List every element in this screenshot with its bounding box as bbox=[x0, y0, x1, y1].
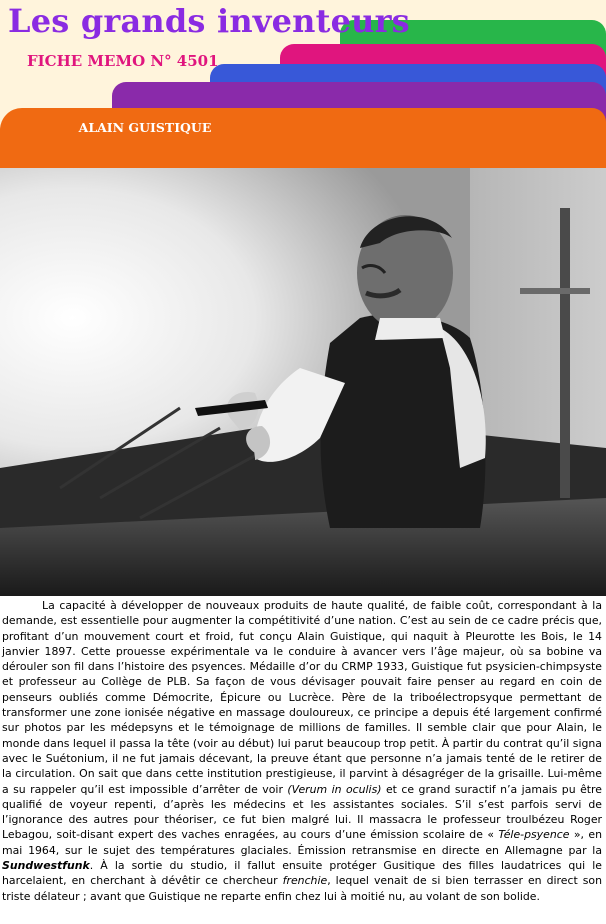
inventor-photo bbox=[0, 168, 606, 596]
article-foreign-word: frenchie bbox=[282, 874, 328, 888]
photo-illustration bbox=[0, 168, 606, 596]
article-text-1: La capacité à développer de nouveaux produits de haute qualité, de faible coût, correspondant à la demande, est essentielle pour augmenter la compétitivité d’une nation. C’est au sein de ce cadre précis que, profitant d’un mouvement court et froid, fut conçu Alain Guistique, qui naquit à Pleurotte les Bois, le 14 janvier 1897. Cette prouesse expérimentale va le conduire à avancer vers l’âge majeur, où sa bobine va dérouler son fil dans l’histoire des psyences. Médaille d’or du CRMP 1933, Guistique fut psysicien-chimpsyste et professeur au Collège de PLB. Sa façon de vous dévisager pouvait faire penser au regard en coin de penseurs oubliés comme Démocrite, Épicure ou Lucrèce. Père de la triboélectropsyque permettant de transformer une zone ionisée négative en massage douloureux, ce principe a depuis été largement confirmé sur photos par les médepsyns et le témoignage de millions de familles. Il semble clair que pour Alain, le monde dans lequel il passa la tête bbox=[2, 599, 602, 750]
article-text-4: », en mai 1964, sur le sujet des températures glaciales. Émission retransmise en directe en Allemagne par la bbox=[2, 828, 602, 857]
article-text-5: . À la sortie du studio, il fallut ensuite protéger Gusitique des filles laudatrices qui le harcelaient, en cherchant à dévêtir ce chercheur bbox=[2, 859, 602, 888]
article-text-2: lui parut beaucoup trop petit. À partir du contrat qu’il signa avec le Suétonium, il ne fut jamais décevant, la preuve étant que personne n’a jamais tenté de le retirer de la circulation. On sait que dans cette institution prestigieuse, il parvint à désagréger de la grisaille. Lui-même a su rappeler qu’il est impossible d’arrêter de voir bbox=[2, 736, 602, 796]
article-latin-quote: (Verum in oculis) bbox=[287, 782, 382, 796]
article-channel-name: Sundwestfunk bbox=[2, 859, 90, 873]
decorative-band-orange bbox=[0, 108, 606, 168]
article-text-6: , lequel venait de si bien terrasser en direct son triste délateur ; avant que Guistique ne reparte enfin chez lui à moitié nu, au volant de son bolide. bbox=[2, 874, 602, 903]
header-banner bbox=[0, 0, 606, 168]
article-body bbox=[2, 598, 602, 904]
article-aside: (voir au début) bbox=[192, 736, 275, 750]
inventor-name: ALAIN GUISTIQUE bbox=[78, 120, 212, 135]
article-show-name: Téle-psyence bbox=[498, 828, 570, 842]
page-title: Les grands inventeurs bbox=[8, 2, 410, 40]
article-text-3: et ce grand suractif n’a jamais pu être qualifié de voyeur repenti, d’après les médecins et les assistantes sociales. S’il s’est parfois servi de l’ignorance des autres pour théoriser, ce fut bien malgré lui. Il massacra le professeur troulbézeu Roger Lebagou, soit-disant expert des vaches enragées, au cours d’une émission scolaire de « bbox=[2, 782, 602, 842]
memo-number: FICHE MEMO N° 4501 bbox=[27, 52, 219, 70]
